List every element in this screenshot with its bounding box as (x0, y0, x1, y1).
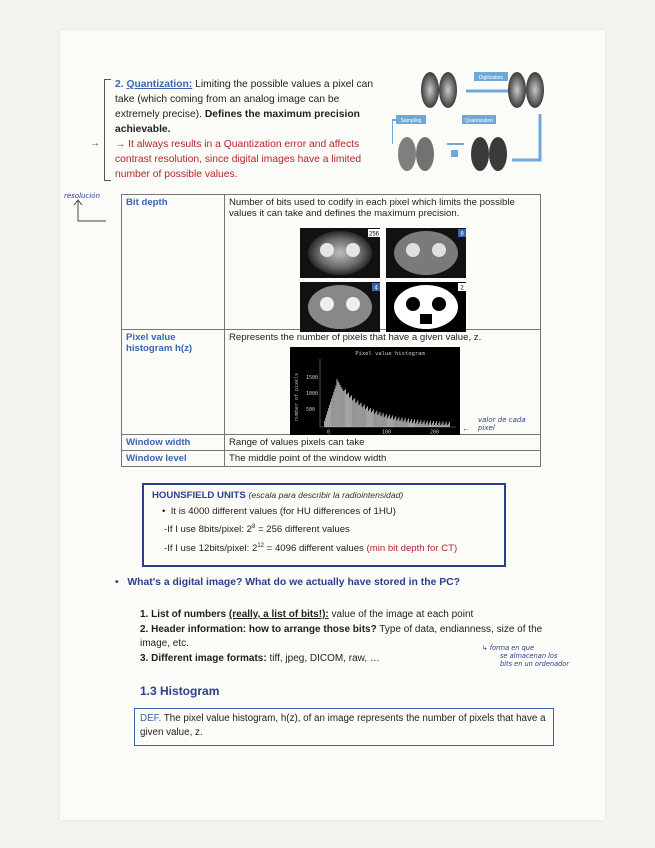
histogram-bar (395, 416, 396, 427)
histogram-bar (394, 418, 395, 427)
hounsfield-subtitle: (escala para describir la radiointensidad) (248, 490, 404, 500)
histogram-bar (387, 418, 388, 427)
histogram-bar (349, 398, 350, 427)
histogram-bar (381, 416, 382, 427)
bit-label-8: 8 (460, 231, 464, 238)
item1-underline: (really, a list of bits!): (228, 609, 329, 620)
item1-text: value of the image at each point (328, 609, 474, 620)
histogram-bar (420, 422, 421, 427)
chest-xray-digitized (508, 72, 544, 108)
histogram-bar (426, 422, 427, 427)
section-heading: 1.3 Histogram (140, 684, 220, 698)
histogram-bar (444, 425, 445, 427)
histogram-bar (410, 421, 411, 427)
histogram-bar (359, 405, 360, 427)
histogram-bar (339, 383, 340, 427)
histogram-bar (409, 423, 410, 427)
histogram-bar (388, 416, 389, 427)
histogram-bar (367, 406, 368, 427)
desc-histogram: Represents the number of pixels that have a given value, z. (229, 332, 482, 343)
histogram-bar (382, 415, 383, 427)
histogram-bar (365, 409, 366, 427)
sampling-arrow-icon (392, 120, 396, 144)
quantization-emphasis: Defines the maximum precision achievable. (115, 109, 360, 135)
histogram-bar (428, 425, 429, 427)
quantization-error-note: → It always results in a Quantization error and affects contrast resolution, since digital images have a limited number of possible values. (115, 139, 362, 180)
margin-note: resolución (64, 192, 101, 200)
histogram-bar (374, 414, 375, 427)
histogram-bar (447, 425, 448, 427)
histogram-bar (346, 394, 347, 427)
histogram-bar (385, 416, 386, 427)
term-bit-depth: Bit depth (122, 195, 225, 330)
bit-label-4: 4 (374, 285, 378, 292)
item2-bold: 2. Header information: how to arrange those bits? (140, 623, 377, 635)
histogram-bar (389, 415, 390, 427)
histogram-bar (404, 420, 405, 427)
histogram-bar (399, 417, 400, 427)
format-handnote (482, 644, 569, 668)
histogram-bar (357, 402, 358, 427)
quantization-label: Quantization (464, 118, 494, 124)
desc-bit-depth: Number of bits used to codify in each pixel which limits the possible values it can take and defines the maximum precision. (229, 197, 515, 219)
definition-box (134, 708, 554, 746)
hounsfield-title: HOUNSFIELD UNITS (152, 490, 246, 501)
histogram-bar (402, 417, 403, 427)
histogram-bar (443, 421, 444, 427)
histogram-bar (342, 389, 343, 427)
histogram-bar (421, 420, 422, 427)
histogram-bar (398, 419, 399, 427)
histogram-bar (336, 386, 337, 427)
histogram-bar (396, 420, 397, 427)
hf-8bit-a: -If I use 8bits/pixel: 2 (164, 524, 252, 536)
histogram-bar (431, 425, 432, 427)
histogram-bar (363, 406, 364, 427)
histogram-bar (435, 423, 436, 427)
histogram-bar (351, 395, 352, 427)
histogram-bar (425, 424, 426, 427)
histogram-bar (429, 423, 430, 427)
histogram-bar (345, 389, 346, 427)
histogram-title: Pixel value histogram (355, 351, 425, 357)
histogram-bar (338, 381, 339, 427)
histogram-bar (434, 425, 435, 427)
histogram-bar (331, 399, 332, 427)
histogram-bar (324, 421, 325, 427)
histogram-bar (449, 422, 450, 427)
quantization-text: Limiting the possible values a pixel can take (which coming from an analog image can be extremely precise). (115, 79, 374, 120)
histogram-bar (353, 399, 354, 427)
histogram-bar (362, 407, 363, 427)
histogram-bar (448, 424, 449, 427)
sampling-label: Sampling (400, 118, 422, 124)
histogram-bar (446, 422, 447, 427)
question-text: What's a digital image? What do we actually have stored in the PC? (127, 577, 461, 588)
histogram-bar (391, 417, 392, 427)
histogram-xtick: 100 (382, 429, 392, 435)
histogram-bar (442, 423, 443, 427)
hounsfield-heading (152, 490, 403, 501)
hf-12bit-sup: 12 (257, 543, 265, 549)
histogram-bar (393, 420, 394, 427)
histogram-bar (432, 423, 433, 427)
quantization-paragraph (115, 77, 377, 182)
histogram-bar (375, 412, 376, 427)
histogram-bar (390, 419, 391, 427)
definition-body: The pixel value histogram, h(z), of an image represents the number of pixels that have a given value, z. (140, 713, 546, 738)
histogram-bar (371, 412, 372, 427)
histogram-bar (329, 405, 330, 427)
histogram-bar (411, 419, 412, 427)
histogram-bar (392, 415, 393, 427)
histogram-bar (327, 411, 328, 427)
histogram-bar (344, 390, 345, 427)
histogram-bar (412, 423, 413, 427)
histogram-bar (377, 411, 378, 427)
bit-depth-images (300, 228, 470, 332)
histogram-bar (415, 423, 416, 427)
handnote-line: ↳ forma en que (482, 644, 534, 652)
histogram-bar (378, 415, 379, 427)
ct-2-levels (386, 282, 466, 332)
quantization-title: Quantization: (126, 79, 193, 90)
histogram-bar (401, 419, 402, 427)
histogram-bar (445, 424, 446, 427)
hf-8bit-sup: 8 (251, 524, 256, 530)
hf-12bit-note: (min bit depth for CT) (366, 543, 458, 555)
list-item (140, 608, 560, 623)
histogram-bar (341, 387, 342, 427)
hounsfield-box (142, 483, 506, 567)
histogram-bar (413, 421, 414, 427)
histogram-bar (350, 396, 351, 427)
histogram-bar (364, 405, 365, 427)
histogram-bar (400, 421, 401, 427)
ct-256-levels (300, 228, 380, 278)
histogram-bar (424, 420, 425, 427)
histogram-bar (427, 420, 428, 427)
plus-icon (451, 150, 458, 157)
item3-bold: 3. Different image formats: (140, 652, 267, 664)
histogram-bar (348, 393, 349, 427)
histogram-bar (406, 422, 407, 427)
histogram-bar (416, 422, 417, 427)
hf-8bit-b: = 256 different values (255, 524, 350, 536)
return-arrow-icon (512, 114, 540, 160)
table-row (122, 435, 541, 451)
hf-12bit-b: = 4096 different values (264, 543, 367, 555)
histogram-handnote: valor de cada pixel (478, 416, 526, 432)
histogram-bar (347, 393, 348, 427)
table-row (122, 451, 541, 467)
histogram-xtick: 200 (430, 429, 440, 435)
histogram-bar (332, 395, 333, 427)
histogram-bar (405, 418, 406, 427)
hounsfield-bullet-text: It is 4000 different values (for HU differences of 1HU) (170, 506, 396, 517)
chest-xray-original (421, 72, 457, 108)
bracket-arrow-icon: → (90, 138, 100, 149)
desc-window-width: Range of values pixels can take (225, 435, 541, 451)
histogram-bar (330, 402, 331, 427)
histogram-pointer-arrow-icon: ← (462, 424, 470, 433)
histogram-bar (325, 418, 326, 427)
histogram-bar (383, 413, 384, 427)
histogram-bar (373, 409, 374, 427)
histogram-bar (368, 411, 369, 427)
histogram-bar (441, 425, 442, 427)
histogram-ytick: 1500 (306, 375, 319, 381)
histogram-bar (440, 421, 441, 427)
histogram-bar (356, 403, 357, 427)
histogram-bar (370, 408, 371, 427)
margin-bracket (104, 79, 111, 181)
item2-text: Type of data, endianness, size of the image, etc. (140, 623, 543, 649)
ct-8-levels (386, 228, 466, 278)
hounsfield-8bit (164, 524, 350, 535)
bit-label-2: 2 (460, 285, 464, 292)
histogram-bar (437, 425, 438, 427)
term-window-width: Window width (122, 435, 225, 451)
digital-image-question: • What's a digital image? What do we actually have stored in the PC? (115, 577, 461, 588)
histogram-bar (328, 408, 329, 427)
digitization-diagram (392, 66, 552, 176)
digitization-label: Digitization (478, 75, 504, 81)
histogram-bar (380, 412, 381, 427)
hounsfield-12bit (164, 543, 457, 554)
definition-label: DEF. (140, 713, 162, 724)
histogram-chart (290, 347, 460, 435)
histogram-bar (408, 418, 409, 427)
chest-xray-quantized (471, 137, 507, 171)
definition-text (135, 709, 553, 743)
histogram-bar (419, 424, 420, 427)
histogram-bar (337, 379, 338, 427)
histogram-bar (414, 419, 415, 427)
histogram-ytick: 500 (306, 407, 316, 413)
term-histogram: Pixel value histogram h(z) (122, 330, 225, 435)
histogram-bar (422, 424, 423, 427)
histogram-bar (360, 404, 361, 427)
margin-arrow-icon (70, 199, 110, 229)
histogram-bar (436, 421, 437, 427)
histogram-bar (369, 409, 370, 427)
ct-4-levels (300, 282, 380, 332)
histogram-bar (343, 391, 344, 427)
handnote-line: se almacenan los (500, 652, 558, 660)
histogram-bar (407, 420, 408, 427)
histogram-xtick: 0 (327, 429, 331, 435)
histogram-bar (384, 417, 385, 427)
histogram-bar (417, 420, 418, 427)
desc-window-level: The middle point of the window width (225, 451, 541, 467)
histogram-bar (372, 411, 373, 427)
histogram-ytick: 1000 (306, 391, 319, 397)
histogram-bar (366, 408, 367, 427)
histogram-bar (335, 389, 336, 427)
term-window-level: Window level (122, 451, 225, 467)
handnote-line: bits en un ordenador (500, 660, 570, 668)
histogram-bar (379, 413, 380, 427)
histogram-bar (438, 423, 439, 427)
chest-xray-sampled (398, 137, 434, 171)
histogram-ylabel: number of pixels (294, 372, 300, 422)
histogram-bar (354, 398, 355, 427)
histogram-bar (352, 400, 353, 427)
hounsfield-bullet: • It is 4000 different values (for HU differences of 1HU) (162, 506, 396, 517)
histogram-bar (430, 421, 431, 427)
histogram-bar (386, 414, 387, 427)
histogram-bar (403, 422, 404, 427)
histogram-bar (433, 421, 434, 427)
histogram-bar (361, 403, 362, 427)
histogram-bar (326, 415, 327, 427)
hf-12bit-a: -If I use 12bits/pixel: 2 (164, 543, 258, 555)
item3-text: tiff, jpeg, DICOM, raw, … (266, 652, 380, 664)
histogram-bar (358, 400, 359, 427)
item1-bold: 1. List of numbers (140, 609, 229, 620)
histogram-bar (333, 392, 334, 427)
bit-label-256: 256 (368, 231, 380, 238)
histogram-bar (423, 422, 424, 427)
quantization-number: 2. (115, 79, 124, 90)
histogram-bar (340, 385, 341, 427)
